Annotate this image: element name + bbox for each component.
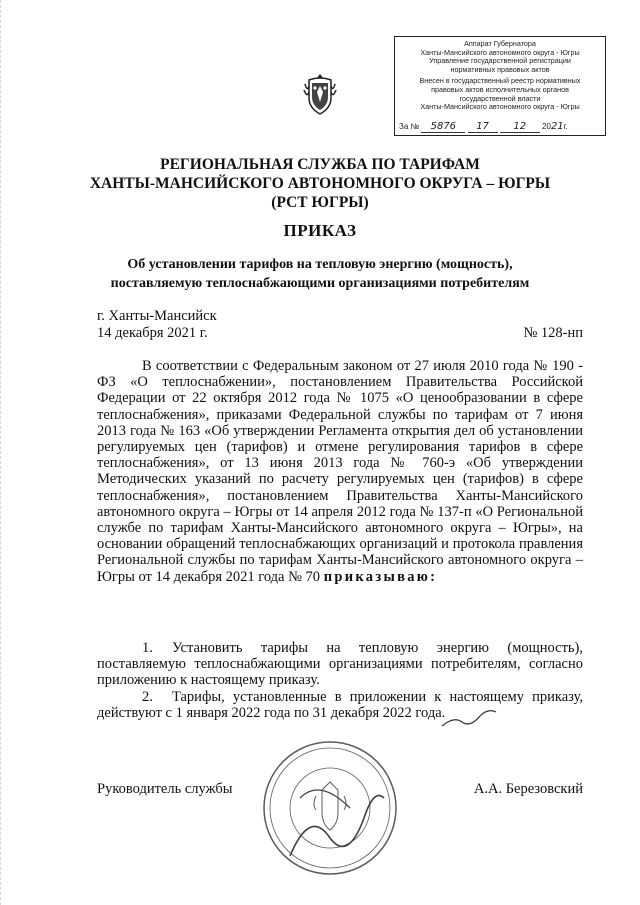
registration-number [399, 123, 603, 133]
reg-number-handwritten: 5876 [421, 123, 465, 133]
reg-year-end: г. [563, 122, 568, 132]
reg-year-prefix: 20 [542, 122, 551, 132]
clause-item [97, 689, 583, 721]
issue-city: г. Ханты-Мансийск [97, 308, 217, 324]
organization-header [60, 155, 580, 212]
reg-year-handwritten: 21 [550, 121, 564, 133]
order-word: приказываю: [323, 568, 438, 585]
reg-day-handwritten: 17 [468, 123, 498, 133]
clause-item [97, 640, 583, 689]
stamp-line: правовых актов исполнительных органов [431, 85, 569, 94]
signatory-name: А.А. Березовский [473, 781, 583, 797]
clause-number: 1. [142, 640, 153, 656]
header-line: (РСТ ЮГРЫ) [271, 194, 369, 211]
stamp-line: Ханты-Мансийского автономного округа - Югры [420, 48, 580, 57]
reg-prefix: За № [399, 122, 420, 132]
header-line: ХАНТЫ-МАНСИЙСКОГО АВТОНОМНОГО ОКРУГА – ЮГРЫ [89, 175, 551, 192]
header-line: РЕГИОНАЛЬНАЯ СЛУЖБА ПО ТАРИФАМ [160, 156, 480, 173]
issue-date: 14 декабря 2021 г. [97, 325, 208, 341]
document-type-title: ПРИКАЗ [283, 221, 357, 240]
stamp-line: Внесен в государственный реестр нормативных [419, 77, 581, 86]
coat-of-arms-icon [303, 72, 337, 116]
handwritten-mark-icon [440, 706, 500, 732]
stamp-line: Управление государственной регистрации [429, 57, 571, 66]
stamp-line: нормативных правовых актов [450, 65, 550, 74]
document-number: № 128-нп [523, 325, 583, 341]
scan-edge-mark [0, 0, 3, 905]
preamble-text: В соответствии с Федеральным законом от 27 июля 2010 года № 190 - ФЗ «О теплоснабжении», постановлением Правительства Российской Федерации от 22 октября 2012 года № 1075 «О ценообразовании в сфере теплоснабжения», приказами Федеральной службы по тарифам от 7 июня 2013 года № 163 «Об утверждении Регламента открытия дел об установлении регулируемых цен (тарифов) и отмене регулирования тарифов в сфере теплоснабжения», от 13 июня 2013 года № 760-э «Об утверждении Методических указаний по расчету регулируемых цен (тарифов) в сфере теплоснабжения», постановлением Правительства Ханты-Мансийского автономного округа – Югры от 14 апреля 2012 года № 137-п «О Региональной службе по тарифам Ханты-Мансийского автономного округа – Югры», на основании обращений теплоснабжающих организаций и протокола правления Региональной службы по тарифам Ханты-Мансийского автономного округа – Югры от 14 декабря 2021 года № 70 [97, 358, 583, 585]
signatory-title: Руководитель службы [97, 781, 233, 797]
registration-stamp [394, 36, 606, 136]
stamp-line: государственной власти [459, 94, 541, 103]
subject-line: Об установлении тарифов на тепловую энергию (мощность), [127, 257, 513, 272]
subject-line: поставляемую теплоснабжающими организациями потребителям [110, 276, 530, 291]
reg-month-handwritten: 12 [500, 123, 540, 133]
preamble-paragraph [97, 358, 583, 585]
clause-text: Установить тарифы на тепловую энергию (мощность), поставляемую теплоснабжающими организациями потребителям, согласно приложению к настоящему приказу. [97, 640, 583, 689]
clause-text: Тарифы, установленные в приложении к настоящему приказу, действуют с 1 января 2022 года по 31 декабря 2022 года. [97, 689, 583, 722]
stamp-line: Аппарат Губернатора [464, 40, 536, 48]
clause-number: 2. [142, 689, 153, 705]
stamp-line: Ханты-Мансийского автономного округа - Югры [420, 103, 580, 112]
document-subject [60, 255, 580, 293]
official-seal-icon [260, 738, 400, 878]
